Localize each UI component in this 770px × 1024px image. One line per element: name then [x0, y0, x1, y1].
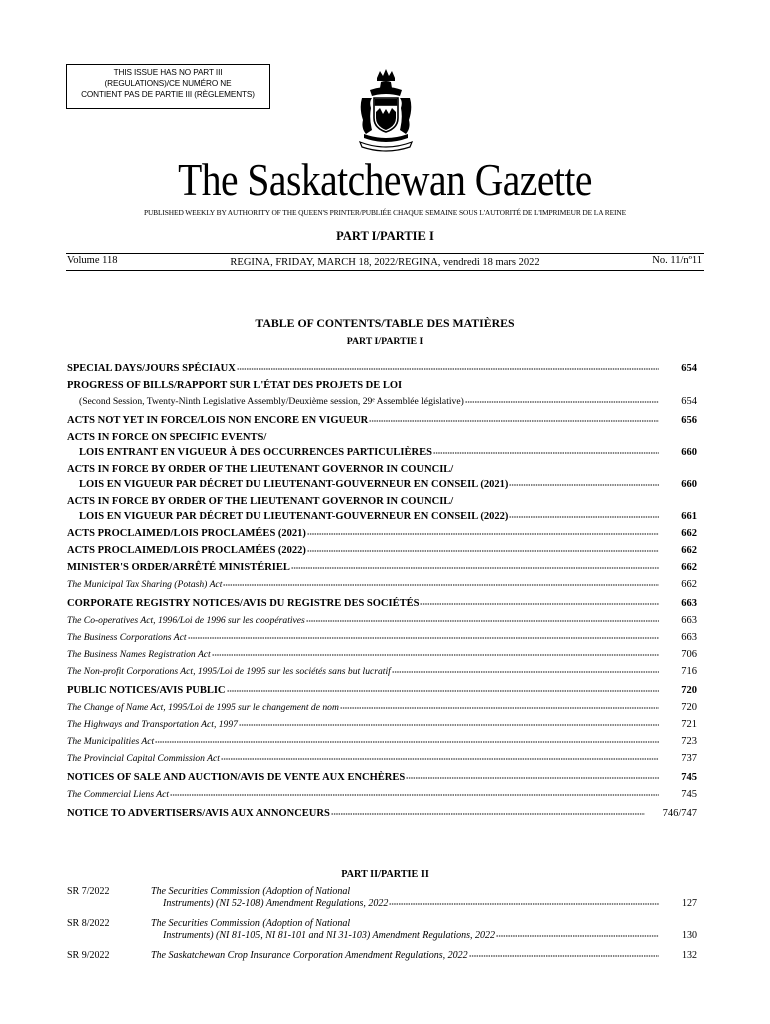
volume-line [66, 254, 704, 270]
issue-number: No. 11/nº11 [652, 255, 702, 266]
toc-entry-cooperatives-act[interactable]: The Co-operatives Act, 1996/Loi de 1996 sur les coopératives 663 [67, 615, 697, 626]
table-of-contents [67, 363, 697, 820]
toc-entry-ministers-order[interactable]: MINISTER'S ORDER/ARRÊTÉ MINISTÉRIEL 662 [67, 562, 697, 573]
gazette-title: The Saskatchewan Gazette [178, 154, 592, 205]
no-part-iii-notice [66, 64, 270, 109]
toc-entry-municipal-tax-sharing[interactable]: The Municipal Tax Sharing (Potash) Act 662 [67, 579, 697, 590]
toc-entry-acts-proclaimed-2022[interactable]: ACTS PROCLAIMED/LOIS PROCLAMÉES (2022) 662 [67, 545, 697, 556]
toc-entry-commercial-liens-act[interactable]: The Commercial Liens Act 745 [67, 789, 697, 800]
toc-entry-business-corporations-act[interactable]: The Business Corporations Act 663 [67, 632, 697, 643]
toc-entry-business-names-act[interactable]: The Business Names Registration Act 706 [67, 649, 697, 660]
toc-entry-acts-specific-events[interactable]: ACTS IN FORCE ON SPECIFIC EVENTS/ LOIS ENTRANT EN VIGUEUR À DES OCCURRENCES PARTICULIÈRES 660 [67, 432, 697, 458]
issue-date: REGINA, FRIDAY, MARCH 18, 2022/REGINA, vendredi 18 mars 2022 [230, 257, 540, 268]
regulation-sr-7-2022[interactable]: SR 7/2022 The Securities Commission (Adoption of National Instruments) (NI 52-108) Amendment Regulations, 2022 127 [67, 886, 697, 909]
notice-line-2: (REGULATIONS)/CE NUMÉRO NE [104, 79, 232, 88]
toc-entry-highways-act[interactable]: The Highways and Transportation Act, 1997 721 [67, 719, 697, 730]
toc-entry-non-profit-act[interactable]: The Non-profit Corporations Act, 1995/Loi de 1995 sur les sociétés sans but lucratif 716 [67, 666, 697, 677]
part-title: PART I/PARTIE I [336, 229, 434, 243]
toc-entry-corporate-registry[interactable]: CORPORATE REGISTRY NOTICES/AVIS DU REGISTRE DES SOCIÉTÉS 663 [67, 598, 697, 609]
toc-entry-progress-of-bills[interactable]: PROGRESS OF BILLS/RAPPORT SUR L'ÉTAT DES PROJETS DE LOI (Second Session, Twenty-Ninth Legislative Assembly/Deuxième session, 29ᵉ Assemblée législative) 654 [67, 380, 697, 407]
toc-entry-change-of-name-act[interactable]: The Change of Name Act, 1995/Loi de 1995 sur le changement de nom 720 [67, 702, 697, 713]
toc-entry-notice-to-advertisers[interactable]: NOTICE TO ADVERTISERS/AVIS AUX ANNONCEURS 746/747 [67, 808, 697, 819]
notice-line-3: CONTIENT PAS DE PARTIE III (RÈGLEMENTS) [81, 90, 255, 99]
toc-entry-acts-order-2021[interactable]: ACTS IN FORCE BY ORDER OF THE LIEUTENANT GOVERNOR IN COUNCIL/ LOIS EN VIGUEUR PAR DÉCRET DU LIEUTENANT-GOUVERNEUR EN CONSEIL (2021) 660 [67, 464, 697, 490]
toc-entry-notices-of-sale[interactable]: NOTICES OF SALE AND AUCTION/AVIS DE VENTE AUX ENCHÈRES 745 [67, 772, 697, 783]
toc-entry-municipalities-act[interactable]: The Municipalities Act 723 [67, 736, 697, 747]
toc-entry-acts-order-2022[interactable]: ACTS IN FORCE BY ORDER OF THE LIEUTENANT GOVERNOR IN COUNCIL/ LOIS EN VIGUEUR PAR DÉCRET DU LIEUTENANT-GOUVERNEUR EN CONSEIL (2022) 661 [67, 496, 697, 522]
toc-entry-special-days[interactable]: SPECIAL DAYS/JOURS SPÉCIAUX 654 [67, 363, 697, 374]
volume-bottom-rule [66, 270, 704, 271]
toc-title: TABLE OF CONTENTS/TABLE DES MATIÈRES [255, 316, 515, 330]
regulation-sr-8-2022[interactable]: SR 8/2022 The Securities Commission (Adoption of National Instruments) (NI 81-105, NI 81-101 and NI 31-103) Amendment Regulations, 2022 130 [67, 918, 697, 941]
regulation-sr-9-2022[interactable]: SR 9/2022 The Saskatchewan Crop Insurance Corporation Amendment Regulations, 2022 132 [67, 950, 697, 961]
volume-number: Volume 118 [67, 255, 118, 266]
toc-part-heading: PART I/PARTIE I [346, 336, 424, 347]
part-ii-heading: PART II/PARTIE II [341, 869, 429, 880]
toc-entry-public-notices[interactable]: PUBLIC NOTICES/AVIS PUBLIC 720 [67, 685, 697, 696]
toc-entry-acts-proclaimed-2021[interactable]: ACTS PROCLAIMED/LOIS PROCLAMÉES (2021) 662 [67, 528, 697, 539]
toc-entry-provincial-capital-act[interactable]: The Provincial Capital Commission Act 737 [67, 753, 697, 764]
toc-entry-acts-not-in-force[interactable]: ACTS NOT YET IN FORCE/LOIS NON ENCORE EN VIGUEUR 656 [67, 415, 697, 426]
gazette-subtitle: PUBLISHED WEEKLY BY AUTHORITY OF THE QUEEN'S PRINTER/PUBLIÉE CHAQUE SEMAINE SOUS L'AUTORITÉ DE L'IMPRIMEUR DE LA REINE [143, 208, 627, 217]
part-ii-regulations [67, 886, 697, 982]
notice-line-1: THIS ISSUE HAS NO PART III [113, 68, 223, 77]
saskatchewan-coat-of-arms-icon [356, 68, 416, 152]
